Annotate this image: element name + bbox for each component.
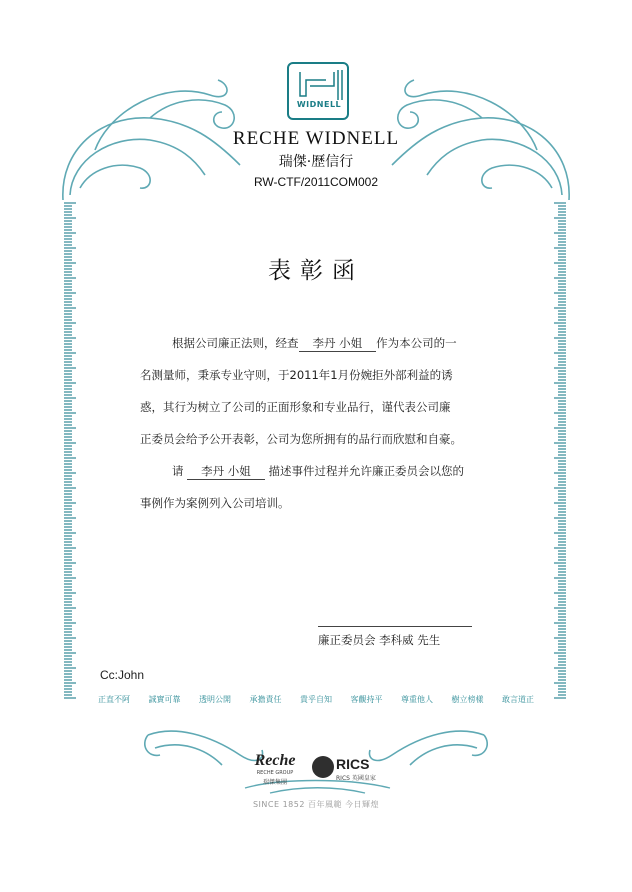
logo-text: WIDNELL [296, 100, 342, 109]
rics-logo-text: RICS [336, 756, 370, 772]
cc-line: Cc:John [100, 668, 145, 682]
company-logo [287, 62, 349, 120]
paragraph-1-line-4: 正委员会给予公开表彰，公司为您所拥有的品行而欣慰和自豪。 [140, 432, 462, 446]
core-value: 誠實可靠 [148, 695, 181, 704]
core-value: 承擔責任 [249, 695, 282, 704]
letter-body [140, 327, 510, 519]
reche-logo-text: Reche [254, 752, 296, 769]
recipient-name-field-2: 李丹 小姐 [187, 463, 265, 480]
core-value: 敢言道正 [502, 695, 534, 704]
paragraph-1-line-1 [140, 327, 510, 359]
bottom-right-swirl [369, 731, 487, 765]
rics-logo-icon [312, 756, 334, 778]
paragraph-1-line-3: 惑，其行为树立了公司的正面形象和专业品行，谨代表公司廉 [140, 400, 451, 414]
core-value: 正直不阿 [98, 695, 130, 704]
bottom-left-swirl [145, 731, 263, 765]
reche-group-text: RECHE GROUP [256, 770, 294, 776]
paragraph-2-line-1 [140, 455, 510, 487]
recipient-name-field: 李丹 小姐 [299, 335, 377, 352]
paragraph-2-line-2: 事例作为案例列入公司培训。 [140, 496, 290, 510]
core-values-row [98, 694, 534, 705]
signature-line [318, 626, 472, 627]
rics-subtext: RICS 英國皇家 [336, 775, 376, 782]
paragraph-1-line-2: 名测量师，秉承专业守则，于2011年1月份婉拒外部利益的诱 [140, 368, 453, 382]
reference-number: RW-CTF/2011COM002 [253, 175, 379, 189]
p2-text-a: 请 [172, 464, 184, 478]
letter-title: 表彰函 [268, 258, 364, 284]
p2-text-b: 描述事件过程并允许廉正委员会以您的 [268, 464, 464, 478]
core-value: 透明公開 [199, 695, 231, 704]
core-value: 尊重他人 [401, 695, 433, 704]
core-value: 樹立榜樣 [451, 695, 484, 704]
p1-text-a: 根据公司廉正法则，经查 [172, 336, 299, 350]
core-value: 貴乎自知 [300, 695, 332, 704]
p1-text-b: 作为本公司的一 [376, 336, 457, 350]
company-name-chinese: 瑞傑·歷信行 [278, 154, 354, 170]
company-name-english: RECHE WIDNELL [232, 128, 400, 149]
core-value: 客觀持平 [350, 695, 383, 704]
since-tagline: SINCE 1852 百年風範 今日輝煌 [252, 800, 380, 809]
signature: 廉正委员会 李科威 先生 [318, 633, 441, 647]
reche-chinese-text: 瑞傑集團 [262, 779, 287, 786]
